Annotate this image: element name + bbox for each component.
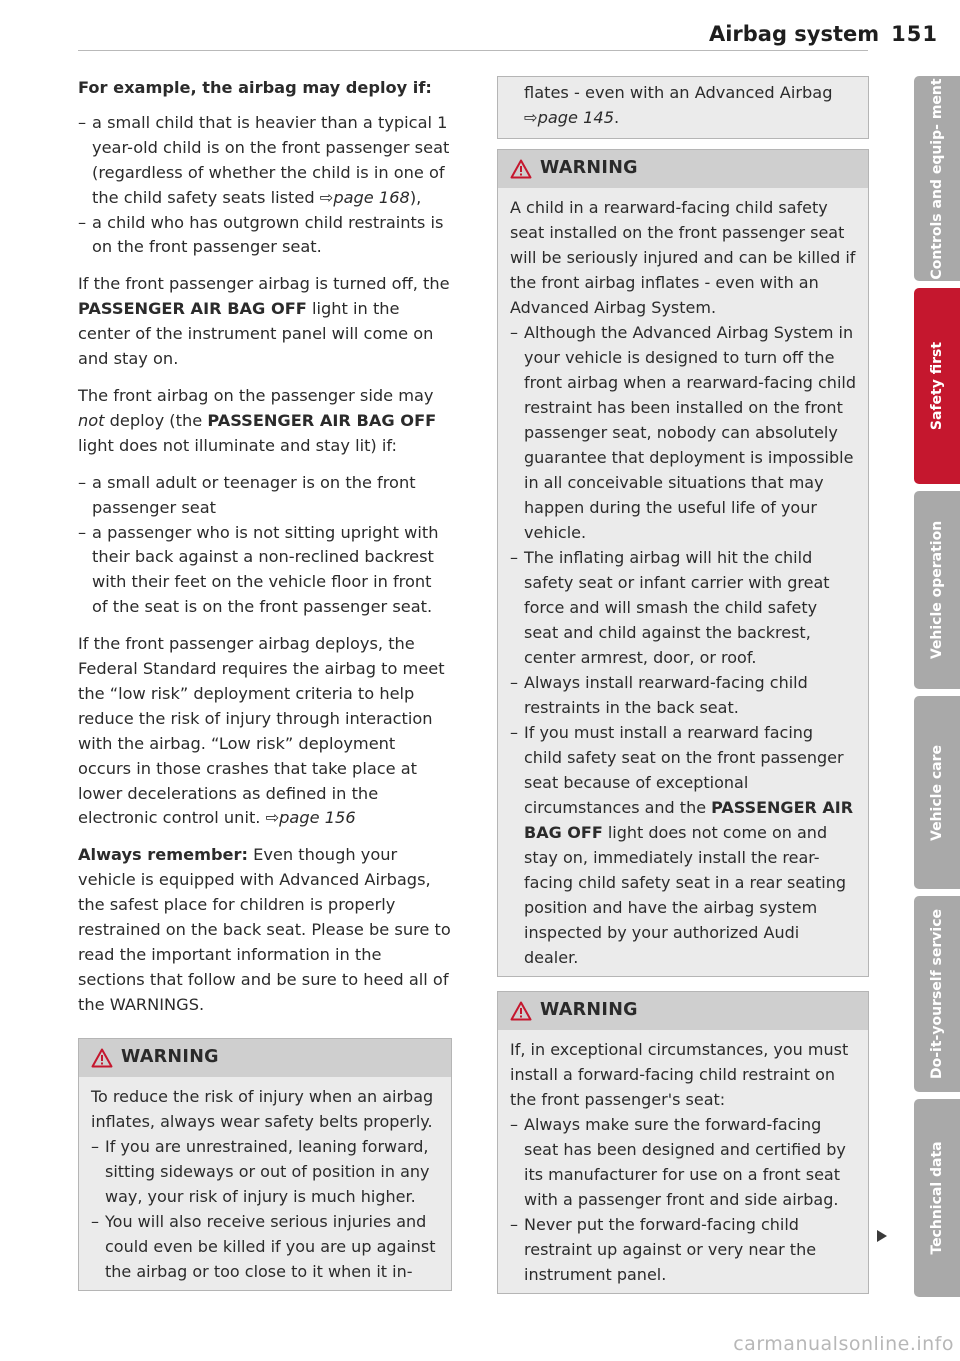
- emphasis-text: not: [78, 410, 105, 430]
- list-item: – a small adult or teenager is on the front passenger seat: [78, 471, 452, 521]
- warning-triangle-icon: [91, 1048, 113, 1068]
- warning-header: [498, 992, 868, 1030]
- list-item: [510, 720, 856, 970]
- warning-box: [497, 149, 869, 977]
- section-title: Airbag system: [708, 22, 880, 46]
- warning-body: [498, 188, 868, 976]
- warning-body: [498, 1030, 868, 1293]
- warning-title: WARNING: [540, 1000, 638, 1021]
- paragraph-federal-standard: [78, 632, 452, 831]
- warning-list: [510, 320, 856, 970]
- tab-label: Safety first: [929, 341, 945, 431]
- list-item: – The inflating airbag will hit the child safety seat or infant carrier with great force and will smash the child safety seat and child against the backrest, center armrest, door, or roof.: [510, 545, 856, 670]
- tab-label: Vehicle operation: [929, 520, 945, 660]
- list-item: – a passenger who is not sitting upright with their back against a non-reclined backrest with their feet on the vehicle floor in front of the seat is on the front passenger seat.: [78, 521, 452, 621]
- paragraph-text: deploy (the: [104, 410, 208, 430]
- paragraph-not-deploy: [78, 384, 452, 459]
- paragraph-text: light does not illuminate and stay lit) if:: [78, 435, 397, 455]
- indicator-name: PASSENGER AIR BAG OFF: [207, 410, 437, 430]
- warning-triangle-icon: [510, 159, 532, 179]
- warning-intro: To reduce the risk of injury when an airbag inflates, always wear safety belts properly.: [91, 1086, 434, 1131]
- paragraph-text: flates - even with an Advanced Airbag: [524, 83, 833, 102]
- paragraph-text: If the front passenger airbag deploys, the Federal Standard requires the airbag to meet the “low risk” deployment criteria to help reduce the risk of injury through interaction with the airbag. “Low risk” deployment occurs in those crashes that take place at lower decelerations as defined in the electronic control unit.: [78, 634, 445, 828]
- paragraph-airbag-off: [78, 272, 452, 372]
- list-item: – Although the Advanced Airbag System in your vehicle is designed to turn off the front airbag when a rearward-facing child restraint has been installed on the front passenger seat, nobody can absolutely guarantee that deployment is impossible in all conceivable situations that may happen during the useful life of your vehicle.: [510, 320, 856, 545]
- paragraph-text: light in the center of the instrument panel will come on and stay on.: [78, 299, 434, 369]
- page-number: 151: [891, 22, 938, 46]
- warning-box: [497, 991, 869, 1294]
- left-column: [78, 76, 452, 1291]
- deploy-lead: For example, the airbag may deploy if:: [78, 78, 432, 97]
- page-ref-link[interactable]: ⇨page 168: [319, 187, 410, 207]
- list-item: – You will also receive serious injuries and could even be killed if you are up against the airbag or too close to it when it in-: [91, 1209, 439, 1284]
- warning-continued-box: [497, 76, 869, 139]
- indicator-name: PASSENGER AIR BAG OFF: [78, 299, 307, 319]
- header-rule: [78, 50, 868, 51]
- warning-list: [510, 1112, 856, 1287]
- tab-label: Controls and equip- ment: [929, 77, 945, 280]
- watermark-text: carmanualsonline.info: [733, 1333, 954, 1355]
- warning-list: [91, 1134, 439, 1284]
- deploy-list: [78, 111, 452, 260]
- page-ref-link[interactable]: ⇨page 156: [265, 808, 356, 828]
- warning-body: [79, 1077, 451, 1290]
- list-item: – Always install rearward-facing child restraints in the back seat.: [510, 670, 856, 720]
- list-item: [78, 111, 452, 211]
- paragraph-text: If the front passenger airbag is turned off, the: [78, 274, 450, 294]
- warning-intro: A child in a rearward-facing child safety seat installed on the front passenger seat will be seriously injured and can be killed if the front airbag inflates - even with an Advanced Airbag System.: [510, 197, 856, 317]
- tab-vehicle-operation[interactable]: [914, 491, 960, 689]
- list-item: – Never put the forward-facing child restraint up against or very near the instrument panel.: [510, 1212, 856, 1287]
- paragraph-text: .: [614, 107, 620, 127]
- warning-intro: If, in exceptional circumstances, you must install a forward-facing child restraint on the front passenger's seat:: [510, 1039, 849, 1109]
- warning-box: [78, 1038, 452, 1291]
- warning-header: [79, 1039, 451, 1077]
- tab-label: Technical data: [929, 1141, 945, 1255]
- page-header: [709, 22, 938, 46]
- tab-controls-and-equipment[interactable]: [914, 76, 960, 281]
- list-item-text: If you must install a rearward facing child safety seat on the front passenger seat because of exceptional circumstances and the: [524, 722, 844, 817]
- tab-technical-data[interactable]: [914, 1099, 960, 1297]
- warning-title: WARNING: [540, 158, 638, 179]
- tab-label: Do-it-yourself service: [929, 908, 945, 1080]
- right-column: [497, 76, 869, 1294]
- warning-title: WARNING: [121, 1047, 219, 1068]
- list-item-text: ),: [409, 187, 422, 207]
- list-item: – If you are unrestrained, leaning forward, sitting sideways or out of position in any way, your risk of injury is much higher.: [91, 1134, 439, 1209]
- continue-arrow-icon: [876, 1229, 888, 1243]
- tab-safety-first[interactable]: [914, 288, 960, 484]
- tab-label: Vehicle care: [929, 744, 945, 841]
- warning-triangle-icon: [510, 1001, 532, 1021]
- indicator-name: PASSENGER AIR BAG OFF: [524, 797, 854, 842]
- page-ref-link[interactable]: ⇨page 145: [524, 107, 615, 127]
- list-item: – a child who has outgrown child restraints is on the front passenger seat.: [78, 211, 452, 261]
- remember-label: Always remember:: [78, 845, 248, 865]
- paragraph-text: The front airbag on the passenger side may: [78, 385, 434, 405]
- paragraph-always-remember: [78, 843, 452, 1017]
- list-item: – Always make sure the forward-facing seat has been designed and certified by its manufacturer for use on a front seat with a passenger front and side airbag.: [510, 1112, 856, 1212]
- warning-header: [498, 150, 868, 188]
- paragraph-text: Even though your vehicle is equipped with Advanced Airbags, the safest place for children is properly restrained on the back seat. Please be sure to read the important information in the sections that follow and be sure to heed all of the WARNINGS.: [78, 845, 451, 1014]
- list-item-text: light does not come on and stay on, immediately install the rear-facing child safety seat in a rear seating position and have the airbag system inspected by your authorized Audi dealer.: [524, 822, 847, 967]
- not-deploy-list: [78, 471, 452, 620]
- tab-do-it-yourself-service[interactable]: [914, 896, 960, 1092]
- tab-vehicle-care[interactable]: [914, 696, 960, 889]
- list-item-text: a small child that is heavier than a typical 1 year-old child is on the front passenger seat (regardless of whether the child is in one of the child safety seats listed: [92, 112, 450, 207]
